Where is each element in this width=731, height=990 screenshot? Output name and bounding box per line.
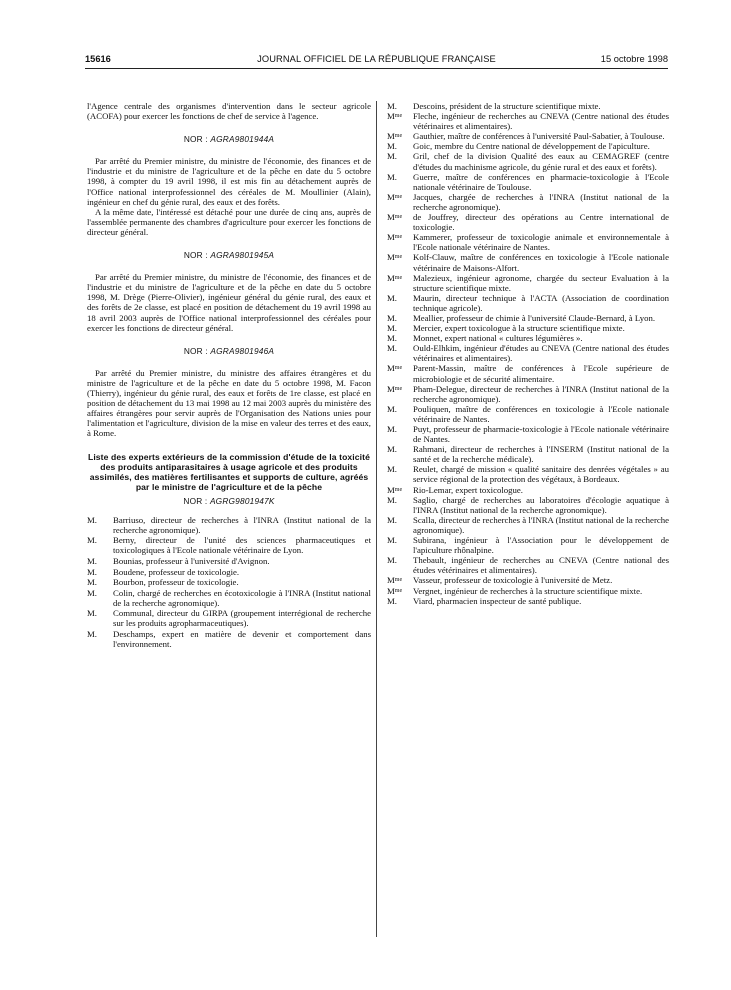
civility: [387, 586, 413, 596]
nor-label: NOR :: [183, 250, 208, 261]
civility-suffix: me: [394, 365, 403, 372]
civility-suffix: me: [394, 486, 403, 493]
nor-label: NOR :: [183, 496, 208, 507]
nor-label: NOR :: [183, 134, 208, 145]
civility: [387, 363, 413, 373]
nor-reference: [87, 134, 371, 144]
civility-text: M.: [87, 577, 97, 588]
expert-description: Subirana, ingénieur à l'Association pour le développement de l'apiculture rhônalpine.: [413, 535, 669, 556]
expert-entry: [387, 141, 669, 151]
expert-entry: [87, 577, 371, 587]
civility-text: M.: [387, 323, 397, 334]
expert-description: Jacques, chargée de recherches à l'INRA (Institut national de la recherche agronomique).: [413, 191, 669, 212]
expert-description: Viard, pharmacien inspecteur de santé publique.: [413, 595, 582, 606]
nor-reference: [87, 496, 371, 506]
civility-text: M: [387, 212, 395, 223]
civility-text: M.: [87, 566, 97, 577]
expert-description: Barriuso, directeur de recherches à l'INRA (Institut national de la recherche agronomique).: [113, 514, 371, 535]
expert-description: Monnet, expert national « cultures légumières ».: [413, 333, 583, 344]
experts-list-left: [87, 515, 371, 650]
civility-suffix: me: [394, 113, 403, 120]
page-number: 15616: [85, 54, 111, 64]
expert-description: Communal, directeur du GIRPA (groupement interrégional de recherche sur les produits agropharmaceutiques).: [113, 608, 371, 629]
civility: [387, 252, 413, 262]
civility: [87, 515, 113, 525]
expert-entry: [87, 608, 371, 628]
civility: [387, 111, 413, 121]
expert-entry: [387, 323, 669, 333]
civility-suffix: me: [394, 133, 403, 140]
expert-description: Goic, membre du Centre national de développement de l'apiculture.: [413, 141, 650, 152]
issue-date: 15 octobre 1998: [600, 54, 668, 64]
civility-text: M: [387, 272, 395, 283]
civility-text: M.: [387, 403, 397, 414]
expert-description: Thebault, ingénieur de recherches au CNEVA (Centre national des études vétérinaires et alimentaires).: [413, 555, 669, 576]
civility: [87, 535, 113, 545]
expert-description: Pouliquen, maître de conférences en toxicologie à l'Ecole nationale vétérinaire de Nantes.: [413, 403, 669, 424]
nor-label: NOR :: [183, 345, 208, 356]
civility-text: M.: [387, 535, 397, 546]
civility: [387, 232, 413, 242]
expert-description: Colin, chargé de recherches en écotoxicologie à l'INRA (Institut national de la recherche agronomique).: [113, 587, 371, 608]
expert-description: Fleche, ingénieur de recherches au CNEVA (Centre national des études vétérinaires et alimentaires).: [413, 111, 669, 132]
expert-description: Gril, chef de la division Qualité des eaux au CEMAGREF (centre d'études du machinisme agricole, du génie rural et des eaux et forêts).: [413, 151, 669, 172]
expert-entry: [387, 212, 669, 232]
expert-entry: [387, 232, 669, 252]
decree-paragraph: Par arrêté du Premier ministre, du ministre de l'économie, des finances et de l'industrie et du ministre de l'agriculture et de la pêche en date du 5 octobre 1998, M. Drège (Pierre-Olivier), ingénieur général du génie rural, des eaux et des forêts de 2e classe, est placé en position de détachement du 19 avril 1998 au 18 avril 2003 auprès de l'Office national interprofessionnel des céréales pour exercer les fonctions de directeur général.: [87, 272, 371, 333]
expert-description: Parent-Massin, maître de conférences à l'Ecole supérieure de microbiologie et de sécurité alimentaire.: [413, 363, 669, 384]
civility-text: M.: [87, 587, 97, 598]
civility: [387, 131, 413, 141]
civility-text: M: [387, 252, 395, 263]
civility-text: M: [387, 585, 395, 596]
civility-text: M.: [387, 595, 397, 606]
civility: [87, 567, 113, 577]
civility-text: M.: [387, 151, 397, 162]
civility: [387, 273, 413, 283]
expert-entry: [387, 515, 669, 535]
expert-description: Rahmani, directeur de recherches à l'INSERM (Institut national de la santé et de la recherche médicale).: [413, 444, 669, 465]
civility-text: M: [387, 363, 395, 374]
civility-suffix: me: [394, 587, 403, 594]
nor-code: AGRA9801945A: [210, 250, 275, 261]
decree-paragraph: A la même date, l'intéressé est détaché pour une durée de cinq ans, auprès de l'assemblée permanente des chambres d'agriculture pour exercer les fonctions de directeur général.: [87, 206, 371, 237]
decree-paragraph: Par arrêté du Premier ministre, du ministre de l'économie, des finances et de l'industrie et du ministre de l'agriculture et de la pêche en date du 5 octobre 1998, à compter du 19 avril 1998, il est mis fin au détachement auprès de l'Office national interprofessionnel des céréales de M. Moullinier (Alain), ingénieur en chef du génie rural, des eaux et des forêts.: [87, 156, 371, 207]
expert-description: Maurin, directeur technique à l'ACTA (Association de coordination technique agricole).: [413, 292, 669, 313]
left-column: [87, 101, 371, 650]
expert-entry: [387, 464, 669, 484]
civility: [387, 192, 413, 202]
civility-text: M.: [387, 171, 397, 182]
nor-code: AGRA9801946A: [210, 345, 275, 356]
civility: [387, 555, 413, 565]
column-divider: [376, 101, 377, 937]
civility: [387, 444, 413, 454]
expert-description: Pham-Delegue, directeur de recherches à l'INRA (Institut national de la recherche agronomique).: [413, 383, 669, 404]
civility-suffix: me: [394, 577, 403, 584]
expert-entry: [387, 485, 669, 495]
civility-text: M.: [387, 333, 397, 344]
expert-description: Scalla, directeur de recherches à l'INRA (Institut national de la recherche agronomique).: [413, 514, 669, 535]
civility-text: M.: [387, 464, 397, 475]
civility-text: M.: [87, 555, 97, 566]
expert-entry: [387, 313, 669, 323]
expert-entry: [387, 293, 669, 313]
civility-text: M.: [387, 494, 397, 505]
civility-text: M.: [387, 555, 397, 566]
civility: [387, 485, 413, 495]
civility: [387, 424, 413, 434]
civility-suffix: me: [394, 385, 403, 392]
civility-text: M: [387, 575, 395, 586]
decree-paragraph: Par arrêté du Premier ministre, du ministre des affaires étrangères et du ministre de l'agriculture et de la pêche en date du 5 octobre 1998, M. Facon (Thierry), ingénieur du génie rural, des eaux et forêts de 1re classe, est placé en position de détachement du 13 mai 1998 au 12 mai 2003 auprès du ministère des affaires étrangères pour servir auprès de l'Organisation des Nations unies pour l'alimentation et l'agriculture, division de la mise en valeur des terres et des eaux, à Rome.: [87, 367, 371, 439]
civility: [387, 151, 413, 161]
civility-text: M.: [87, 629, 97, 640]
expert-entry: [387, 273, 669, 293]
civility: [387, 535, 413, 545]
expert-description: Meallier, professeur de chimie à l'université Claude-Bernard, à Lyon.: [413, 312, 656, 323]
civility-text: M.: [387, 101, 397, 111]
expert-entry: [87, 515, 371, 535]
expert-description: Berny, directeur de l'unité des sciences pharmaceutiques et toxicologiques à l'Ecole nationale vétérinaire de Lyon.: [113, 535, 371, 556]
expert-description: Boudene, professeur de toxicologie.: [113, 566, 240, 577]
civility: [387, 515, 413, 525]
civility-text: M: [387, 131, 395, 142]
civility: [387, 101, 413, 111]
civility-text: M.: [387, 424, 397, 434]
experts-list-right: [387, 101, 669, 606]
civility-suffix: me: [394, 193, 403, 200]
civility-text: M: [387, 383, 395, 394]
civility-text: M.: [87, 514, 97, 525]
expert-entry: [387, 192, 669, 212]
civility: [387, 313, 413, 323]
civility: [87, 588, 113, 598]
civility-suffix: me: [394, 274, 403, 281]
civility-suffix: me: [394, 234, 403, 241]
expert-description: Puyt, professeur de pharmacie-toxicologie à l'Ecole nationale vétérinaire de Nantes.: [413, 424, 669, 445]
civility-text: M.: [387, 141, 397, 152]
expert-description: Guerre, maître de conférences en pharmacie-toxicologie à l'Ecole nationale vétérinaire de Toulouse.: [413, 171, 669, 192]
expert-entry: [387, 495, 669, 515]
expert-description: de Jouffrey, directeur des opérations au Centre international de toxicologie.: [413, 212, 669, 233]
decree-1: [87, 134, 371, 237]
expert-entry: [387, 555, 669, 575]
civility: [387, 323, 413, 333]
expert-description: Vasseur, professeur de toxicologie à l'université de Metz.: [413, 575, 613, 586]
expert-entry: [387, 404, 669, 424]
expert-description: Gauthier, maître de conférences à l'université Paul-Sabatier, à Toulouse.: [413, 131, 665, 142]
civility-text: M: [387, 484, 395, 495]
experts-list-title: Liste des experts extérieurs de la commission d'étude de la toxicité des produits antiparasitaires à usage agricole et des produits assimilés, des matières fertilisantes et supports de culture, agréés par le ministre de l'agriculture et de la pêche: [87, 452, 371, 493]
civility: [387, 464, 413, 474]
civility-text: M.: [87, 608, 97, 619]
civility: [387, 141, 413, 151]
expert-description: Ould-Elhkim, ingénieur d'études au CNEVA (Centre national des études vétérinaires et alimentaires).: [413, 343, 669, 364]
civility-text: M: [387, 232, 395, 243]
civility: [387, 495, 413, 505]
expert-description: Deschamps, expert en matière de devenir et comportement dans l'environnement.: [113, 629, 371, 650]
expert-entry: [387, 111, 669, 131]
civility-suffix: me: [394, 214, 403, 221]
civility: [387, 596, 413, 606]
civility-text: M.: [387, 444, 397, 455]
civility-text: M.: [387, 514, 397, 525]
nor-reference: [87, 250, 371, 260]
civility-suffix: me: [394, 254, 403, 261]
civility: [387, 172, 413, 182]
civility-text: M.: [387, 292, 397, 303]
civility-text: M.: [387, 343, 397, 354]
civility: [87, 577, 113, 587]
expert-description: Vergnet, ingénieur de recherches à la structure scientifique mixte.: [413, 585, 643, 596]
expert-entry: [387, 535, 669, 555]
expert-entry: [387, 363, 669, 383]
nor-code: AGRA9801944A: [210, 134, 275, 145]
civility: [87, 629, 113, 639]
right-column: [387, 101, 669, 606]
expert-entry: [387, 384, 669, 404]
civility-text: M: [387, 111, 395, 122]
expert-description: Reulet, chargé de mission « qualité sanitaire des denrées végétales » au service régional de la protection des végétaux, à Bordeaux.: [413, 464, 669, 485]
journal-title: JOURNAL OFFICIEL DE LA RÉPUBLIQUE FRANÇAISE: [257, 54, 496, 64]
expert-entry: [387, 101, 669, 111]
civility: [387, 384, 413, 394]
civility: [87, 608, 113, 618]
expert-description: Kolf-Clauw, maître de conférences en toxicologie à l'Ecole nationale vétérinaire de Maisons-Alfort.: [413, 252, 669, 273]
expert-description: Kammerer, professeur de toxicologie animale et environnementale à l'Ecole nationale vétérinaire de Nantes.: [413, 232, 669, 253]
civility: [387, 575, 413, 585]
expert-entry: [387, 575, 669, 585]
nor-code: AGRG9801947K: [209, 496, 275, 507]
civility: [387, 212, 413, 222]
expert-entry: [387, 151, 669, 171]
expert-entry: [387, 596, 669, 606]
expert-description: Bounias, professeur à l'université d'Avignon.: [113, 555, 270, 566]
expert-description: Rio-Lemar, expert toxicologue.: [413, 484, 523, 495]
expert-description: Mercier, expert toxicologue à la structure scientifique mixte.: [413, 323, 625, 334]
expert-entry: [387, 586, 669, 596]
civility: [387, 404, 413, 414]
expert-description: Descoins, président de la structure scientifique mixte.: [413, 101, 601, 111]
nor-reference: [87, 346, 371, 356]
expert-entry: [387, 333, 669, 343]
expert-entry: [387, 252, 669, 272]
expert-entry: [87, 567, 371, 577]
header-rule: [85, 68, 668, 69]
civility-text: M.: [87, 535, 97, 546]
expert-description: Saglio, chargé de recherches au laboratoires d'écologie aquatique à l'INRA (Institut national de la recherche agronomique).: [413, 494, 669, 515]
civility-text: M: [387, 191, 395, 202]
civility: [387, 333, 413, 343]
intro-paragraph: l'Agence centrale des organismes d'intervention dans le secteur agricole (ACOFA) pour exercer les fonctions de chef de service à l'agence.: [87, 101, 371, 122]
expert-entry: [387, 444, 669, 464]
expert-entry: [87, 556, 371, 566]
civility-text: M.: [387, 312, 397, 323]
expert-entry: [87, 535, 371, 555]
expert-entry: [387, 172, 669, 192]
expert-description: Bourbon, professeur de toxicologie.: [113, 577, 239, 588]
expert-entry: [387, 131, 669, 141]
expert-entry: [87, 629, 371, 649]
expert-entry: [87, 588, 371, 608]
expert-entry: [387, 424, 669, 444]
expert-description: Malezieux, ingénieur agronome, chargée du secteur Evaluation à la structure scientifique mixte.: [413, 272, 669, 293]
decree-2: [87, 250, 371, 333]
page-header: [85, 52, 668, 68]
decree-3: [87, 346, 371, 439]
civility: [87, 556, 113, 566]
expert-entry: [387, 343, 669, 363]
civility: [387, 293, 413, 303]
civility: [387, 343, 413, 353]
